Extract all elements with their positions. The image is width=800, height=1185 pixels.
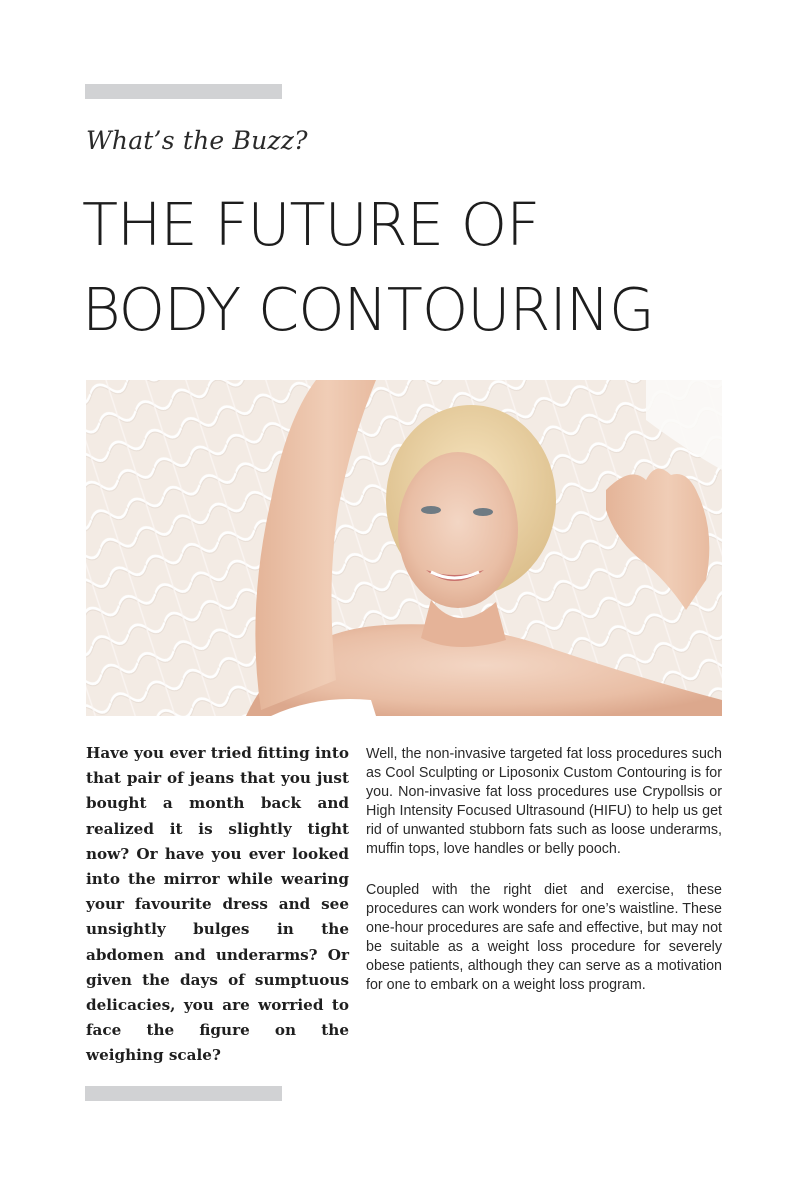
- article-headline: [82, 182, 654, 352]
- body-paragraph-1: Well, the non-invasive targeted fat loss procedures such as Cool Sculpting or Liposonix Custom Contouring is for you. Non-invasive fat loss procedures use Crypollsis or High Intensity Focused Ultrasound (HIFU) to help us get rid of unwanted stubborn fats such as loose underarms, muffin tops, love handles or belly pooch.: [366, 746, 722, 857]
- top-divider-bar: [85, 84, 282, 99]
- headline-line-2: BODY CONTOURING: [82, 275, 654, 344]
- hero-photo: [86, 380, 722, 716]
- section-kicker: What’s the Buzz?: [86, 126, 308, 155]
- body-paragraph-2: Coupled with the right diet and exercise, these procedures can work wonders for one’s waistline. These one-hour procedures are safe and effective, but may not be suitable as a weight loss procedure for severely obese patients, although they can serve as a motivation for one to embark on a weight loss program.: [366, 882, 722, 993]
- headline-line-1: THE FUTURE OF: [82, 190, 540, 259]
- intro-paragraph: Have you ever tried fitting into that pair of jeans that you just bought a month back and realized it is slightly tight now? Or have you ever looked into the mirror while wearing your favourite dress and see unsightly bulges in the abdomen and underarms? Or given the days of sumptuous delicacies, you are worried to face the figure on the weighing scale?: [86, 744, 349, 1065]
- bottom-divider-bar: [85, 1086, 282, 1101]
- body-column: [366, 745, 722, 1017]
